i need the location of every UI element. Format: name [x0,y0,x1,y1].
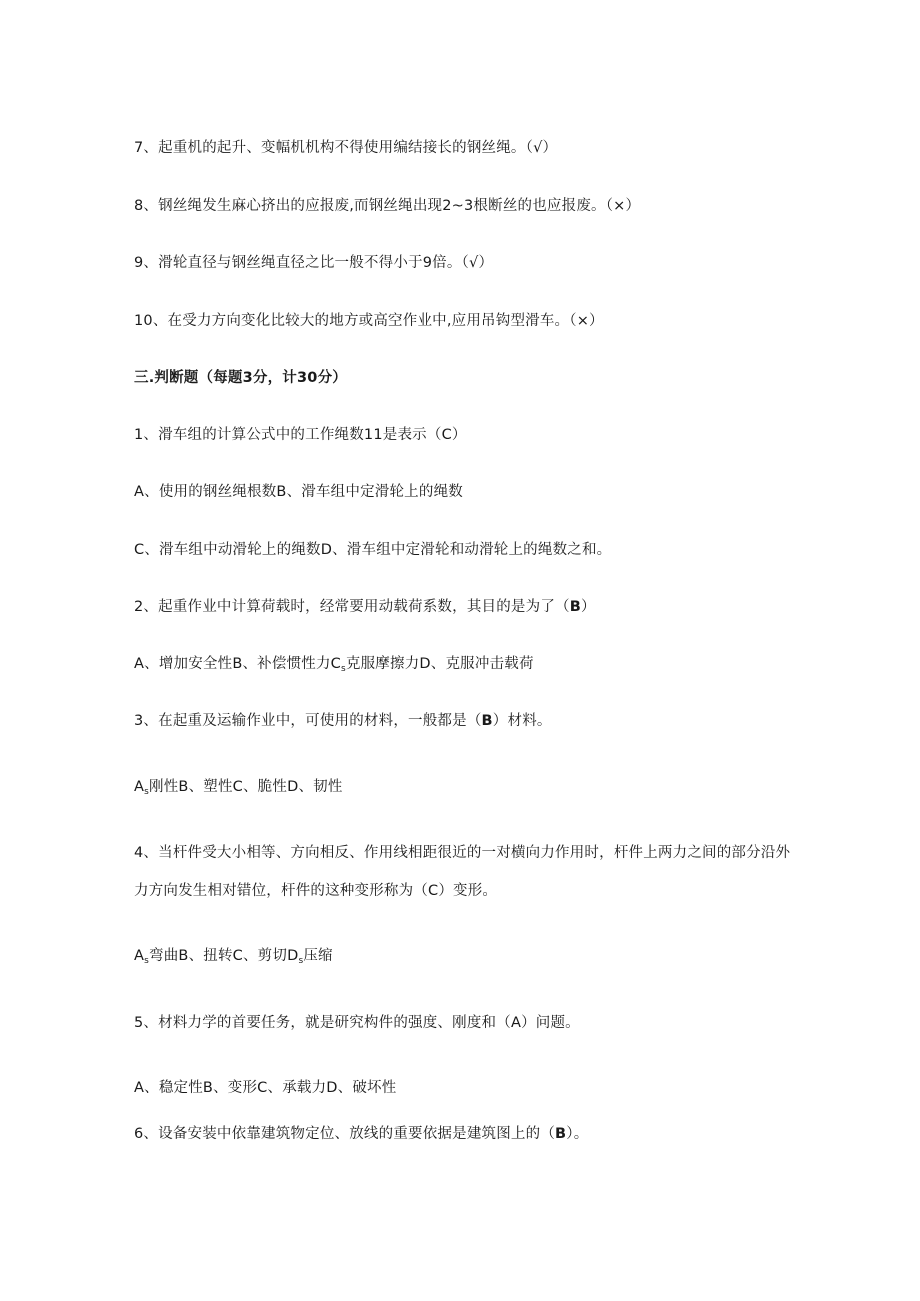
question-1-options-c-d: C、滑车组中动滑轮上的绳数D、滑车组中定滑轮和动滑轮上的绳数之和。 [134,542,612,558]
question-3-answer: B [481,713,493,729]
question-5-stem-end: ）问题。 [521,1015,580,1031]
question-2-stem: 2、起重作业中计算荷载时，经常要用动载荷系数，其目的是为了（ [134,599,570,615]
question-6-stem-end: ）。 [566,1126,589,1142]
question-4-options-part1: A [134,948,145,964]
question-6-stem: 6、设备安装中依靠建筑物定位、放线的重要依据是建筑图上的（ [134,1126,556,1142]
question-4-stem-end: ）变形。 [438,883,498,899]
question-2-answer: B [569,599,581,615]
question-5-options: A、稳定性B、变形C、承载力D、破坏性 [134,1080,397,1096]
question-3-options-part1: A [134,779,145,795]
question-3 [134,711,552,731]
question-2-options [134,654,534,674]
question-4-options [134,946,333,966]
question-5-answer: A [510,1015,522,1031]
question-4-options-sub-1: s [144,956,150,966]
question-4-options-sub-2: s [298,956,304,966]
question-4-options-part3: 压缩 [303,948,333,964]
tf-item-9: 9、滑轮直径与钢丝绳直径之比一般不得小于9倍。（√） [134,255,494,271]
question-3-options-sub: s [144,787,150,797]
question-2-options-part2: 克服摩擦力D、克服冲击载荷 [345,656,534,672]
question-3-options [134,777,343,797]
question-1-options-a-b: A、使用的钢丝绳根数B、滑车组中定滑轮上的绳数 [134,484,463,500]
question-3-stem: 3、在起重及运输作业中，可使用的材料，一般都是（ [134,713,482,729]
tf-item-10: 10、在受力方向变化比较大的地方或高空作业中,应用吊钩型滑车。（×） [134,313,604,329]
tf-item-8: 8、钢丝绳发生麻心挤出的应报废,而钢丝绳出现2~3根断丝的也应报废。（×） [134,198,641,214]
question-2-options-part1: A、增加安全性B、补偿惯性力C [134,656,341,672]
question-6-answer: B [555,1126,567,1142]
question-3-stem-end: ）材料。 [492,713,552,729]
section-heading: 三.判断题（每题3分，计30分） [134,370,347,386]
question-1-stem-end: ） [451,427,467,443]
question-5-stem: 5、材料力学的首要任务，就是研究构件的强度、刚度和（ [134,1015,511,1031]
question-4-line-1: 4、当杆件受大小相等、方向相反、作用线相距很近的一对横向力作用时，杆件上两力之间的部分沿外 [134,845,791,861]
question-1 [134,425,467,445]
tf-item-7: 7、起重机的起升、变幅机机构不得使用编结接长的钢丝绳。（√） [134,140,558,156]
question-6 [134,1124,588,1144]
question-1-stem: 1、滑车组的计算公式中的工作绳数11是表示（ [134,427,442,443]
question-3-options-part2: 刚性B、塑性C、脆性D、韧性 [149,779,343,795]
question-1-answer: C [441,427,452,443]
question-4-options-part2: 弯曲B、扭转C、剪切D [149,948,299,964]
question-2-stem-end: ） [581,599,596,615]
question-2 [134,597,596,617]
question-4-stem: 力方向发生相对错位，杆件的这种变形称为（ [134,883,428,899]
question-5 [134,1013,580,1033]
question-4-line-2 [134,881,497,901]
question-2-options-sub: s [341,664,346,674]
question-4-answer: C [428,883,439,899]
